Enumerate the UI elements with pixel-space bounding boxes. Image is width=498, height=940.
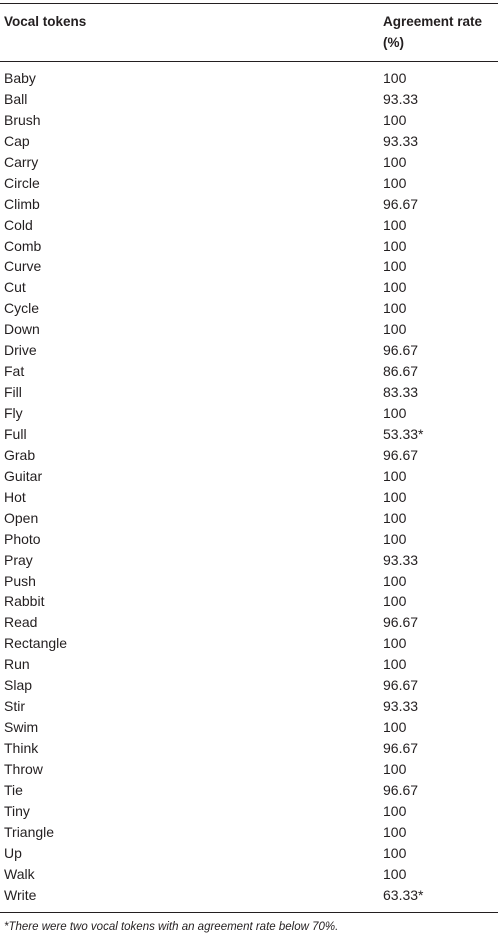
vocal-token-cell: Cycle [4,300,40,317]
vocal-token-cell: Baby [4,70,36,86]
table-row [0,319,498,340]
table-row [0,591,498,612]
table-row [0,696,498,717]
table-row [0,675,498,696]
vocal-token-cell: Triangle [4,823,55,840]
vocal-token-cell: Curve [4,258,42,275]
agreement-rate-cell: 100 [383,656,407,673]
vocal-token-cell: Push [4,572,36,589]
agreement-rate-cell: 100 [383,844,407,861]
agreement-rate-cell: 100 [383,70,407,86]
vocal-token-cell: Circle [4,174,40,191]
agreement-rate-cell: 100 [383,593,407,610]
vocal-token-cell: Photo [4,530,41,547]
vocal-token-cell: Rectangle [4,635,68,652]
agreement-rate-cell: 100 [383,488,407,505]
vocal-token-cell: Rabbit [4,593,45,610]
table-row [0,152,498,173]
table-row [0,110,498,131]
table-row [0,256,498,277]
agreement-rate-cell: 100 [383,111,407,128]
agreement-rate-cell: 93.33 [383,90,419,107]
agreement-rate-cell: 100 [383,572,407,589]
table-row [0,340,498,361]
agreement-rate-cell: 83.33 [383,384,419,401]
table-row [0,382,498,403]
vocal-token-cell: Write [4,886,37,903]
vocal-token-cell: Full [4,425,27,442]
agreement-rate-cell: 96.67 [383,614,419,631]
table-row [0,487,498,508]
table-row [0,298,498,319]
vocal-token-cell: Comb [4,237,42,254]
agreement-rate-cell: 93.33 [383,132,419,149]
vocal-token-cell: Climb [4,195,40,212]
agreement-rate-cell: 100 [383,279,407,296]
table-row [0,277,498,298]
agreement-rate-cell: 96.67 [383,342,419,359]
table-row [0,236,498,257]
agreement-rate-cell: 100 [383,258,407,275]
agreement-rate-cell: 63.33* [383,886,424,903]
agreement-rate-cell: 93.33 [383,698,419,715]
table-row [0,131,498,152]
table-row [0,885,498,906]
footnote: *There were two vocal tokens with an agreement rate below 70%. [4,921,339,933]
vocal-token-cell: Open [4,509,39,526]
vocal-token-cell: Guitar [4,467,43,484]
vocal-token-cell: Down [4,321,40,338]
agreement-rate-cell: 100 [383,216,407,233]
table-top-rule [0,3,498,4]
vocal-token-cell: Tiny [4,802,30,819]
header-vocal-tokens: Vocal tokens [4,14,87,29]
table-row [0,759,498,780]
agreement-rate-cell: 93.33 [383,551,419,568]
vocal-token-cell: Carry [4,153,39,170]
table-row [0,843,498,864]
agreement-rate-cell: 96.67 [383,195,419,212]
table-row [0,89,498,110]
vocal-token-cell: Pray [4,551,33,568]
agreement-rate-cell: 100 [383,635,407,652]
table-row [0,466,498,487]
table-row [0,403,498,424]
table-row [0,194,498,215]
vocal-token-cell: Cap [4,132,30,149]
agreement-rate-cell: 100 [383,509,407,526]
agreement-rate-cell: 100 [383,237,407,254]
vocal-token-cell: Fat [4,363,25,380]
agreement-rate-cell: 96.67 [383,677,419,694]
agreement-rate-cell: 100 [383,865,407,882]
table-row [0,508,498,529]
agreement-rate-cell: 100 [383,405,407,421]
table-row [0,550,498,571]
vocal-token-cell: Swim [4,719,39,736]
table-row [0,445,498,466]
agreement-rate-cell: 100 [383,530,407,547]
vocal-token-cell: Ball [4,90,28,107]
table-row [0,529,498,550]
vocal-token-cell: Walk [4,865,35,882]
vocal-token-cell: Grab [4,446,36,463]
vocal-token-cell: Tie [4,781,23,798]
vocal-token-cell: Stir [4,698,25,715]
vocal-token-cell: Drive [4,342,37,359]
table-bottom-rule [0,912,498,913]
table-row [0,68,498,89]
table-row [0,738,498,759]
table-row [0,654,498,675]
vocal-token-cell: Think [4,740,39,756]
vocal-token-cell: Up [4,844,22,861]
table-row [0,633,498,654]
table-body [0,68,498,906]
vocal-token-cell: Fill [4,384,22,401]
table-row [0,215,498,236]
vocal-token-cell: Run [4,656,30,673]
agreement-rate-cell: 100 [383,719,407,736]
agreement-rate-cell: 100 [383,174,407,191]
agreement-rate-cell: 100 [383,823,407,840]
vocal-token-cell: Fly [4,405,23,421]
agreement-rate-cell: 100 [383,321,407,338]
header-agreement-rate [383,11,482,53]
vocal-token-cell: Brush [4,111,41,128]
table-row [0,361,498,382]
agreement-rate-cell: 96.67 [383,781,419,798]
agreement-rate-cell: 100 [383,802,407,819]
agreement-rate-cell: 86.67 [383,363,419,380]
agreement-rate-cell: 96.67 [383,740,419,756]
table-row [0,612,498,633]
agreement-rate-cell: 100 [383,153,407,170]
header-agreement-rate-line2: (%) [383,35,404,50]
header-rule [0,61,498,62]
agreement-rate-cell: 96.67 [383,446,419,463]
header-agreement-rate-line1: Agreement rate [383,14,483,29]
table-row [0,780,498,801]
agreement-rate-cell: 100 [383,467,407,484]
agreement-rate-cell: 100 [383,760,407,777]
table-row [0,424,498,445]
vocal-token-cell: Cold [4,216,33,233]
vocal-token-cell: Slap [4,677,33,694]
vocal-token-cell: Hot [4,488,26,505]
table-row [0,571,498,592]
agreement-rate-cell: 53.33* [383,425,424,442]
vocal-token-cell: Throw [4,760,43,777]
table-row [0,822,498,843]
vocal-token-cell: Cut [4,279,26,296]
table-row [0,864,498,885]
table-row [0,173,498,194]
vocal-token-cell: Read [4,614,38,631]
table-row [0,717,498,738]
table-row [0,801,498,822]
agreement-rate-cell: 100 [383,300,407,317]
